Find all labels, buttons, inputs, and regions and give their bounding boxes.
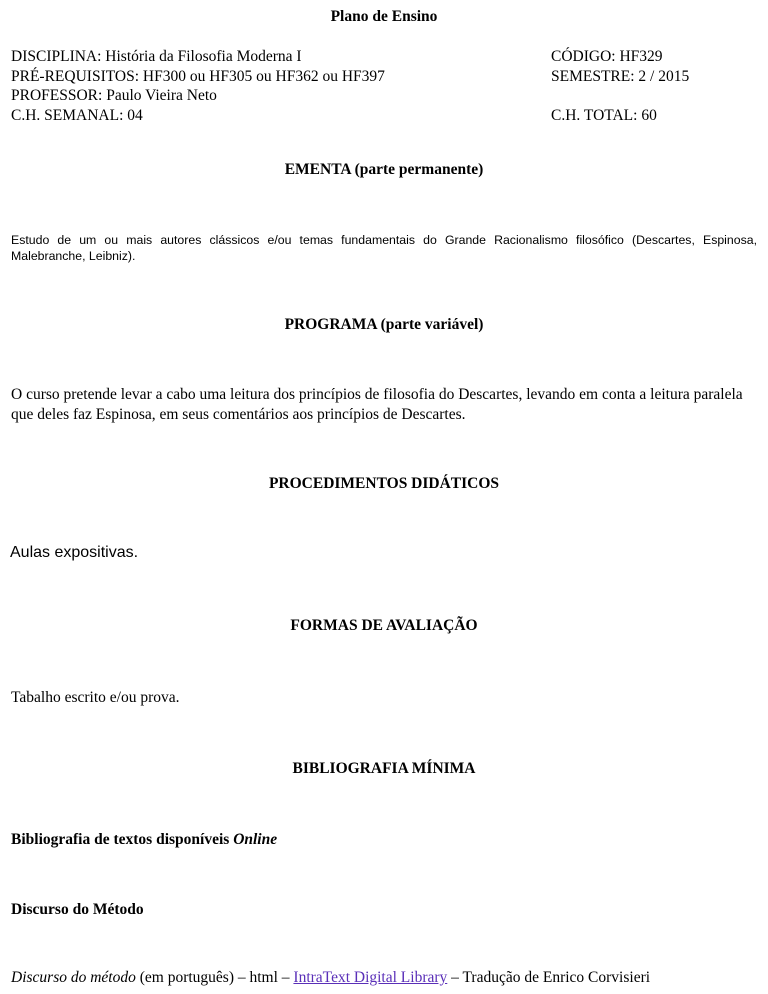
entry-translator: – Tradução de Enrico Corvisieri — [447, 969, 651, 986]
total-hours-line: C.H. TOTAL: 60 — [551, 106, 657, 124]
intratext-library-link[interactable]: IntraText Digital Library — [293, 969, 448, 986]
professor-line: PROFESSOR: Paulo Vieira Neto — [11, 87, 217, 104]
entry-title: Discurso do método — [11, 969, 136, 986]
course-code-line: CÓDIGO: HF329 — [551, 48, 663, 65]
prerequisites-line: PRÉ-REQUISITOS: HF300 ou HF305 ou HF362 ou HF397 — [11, 67, 385, 85]
avaliacao-heading: FORMAS DE AVALIAÇÃO — [290, 617, 478, 634]
ementa-text: Estudo de um ou mais autores clássicos e/ou temas fundamentais do Grande Racionalismo filosófico (Descartes, Espinosa, Malebranche, Leibniz). — [11, 233, 757, 263]
document-title: Plano de Ensino — [330, 8, 438, 25]
discurso-subheading: Discurso do Método — [11, 901, 144, 918]
online-bibliography-label — [11, 831, 277, 849]
course-info-left — [11, 47, 385, 125]
entry-lang: (em português) – html – — [135, 969, 294, 986]
semester-line: SEMESTRE: 2 / 2015 — [551, 67, 690, 85]
avaliacao-text: Tabalho escrito e/ou prova. — [11, 689, 180, 706]
course-info-right — [551, 47, 689, 125]
procedimentos-text: Aulas expositivas. — [10, 544, 139, 561]
ementa-heading: EMENTA (parte permanente) — [284, 161, 484, 178]
bibliography-entry — [11, 969, 650, 987]
programa-heading: PROGRAMA (parte variável) — [284, 316, 484, 333]
procedimentos-heading: PROCEDIMENTOS DIDÁTICOS — [268, 475, 500, 492]
weekly-hours-line: C.H. SEMANAL: 04 — [11, 106, 143, 124]
bibliografia-heading: BIBLIOGRAFIA MÍNIMA — [292, 760, 476, 777]
discipline-line: DISCIPLINA: História da Filosofia Moderna I — [11, 48, 302, 65]
online-emphasis: Online — [233, 831, 278, 848]
programa-text: O curso pretende levar a cabo uma leitura dos princípios de filosofia do Descartes, levando em conta a leitura paralela que deles faz Espinosa, em seus comentários aos princípios de Descartes. — [11, 386, 743, 423]
online-label-text: Bibliografia de textos disponíveis — [11, 831, 234, 848]
